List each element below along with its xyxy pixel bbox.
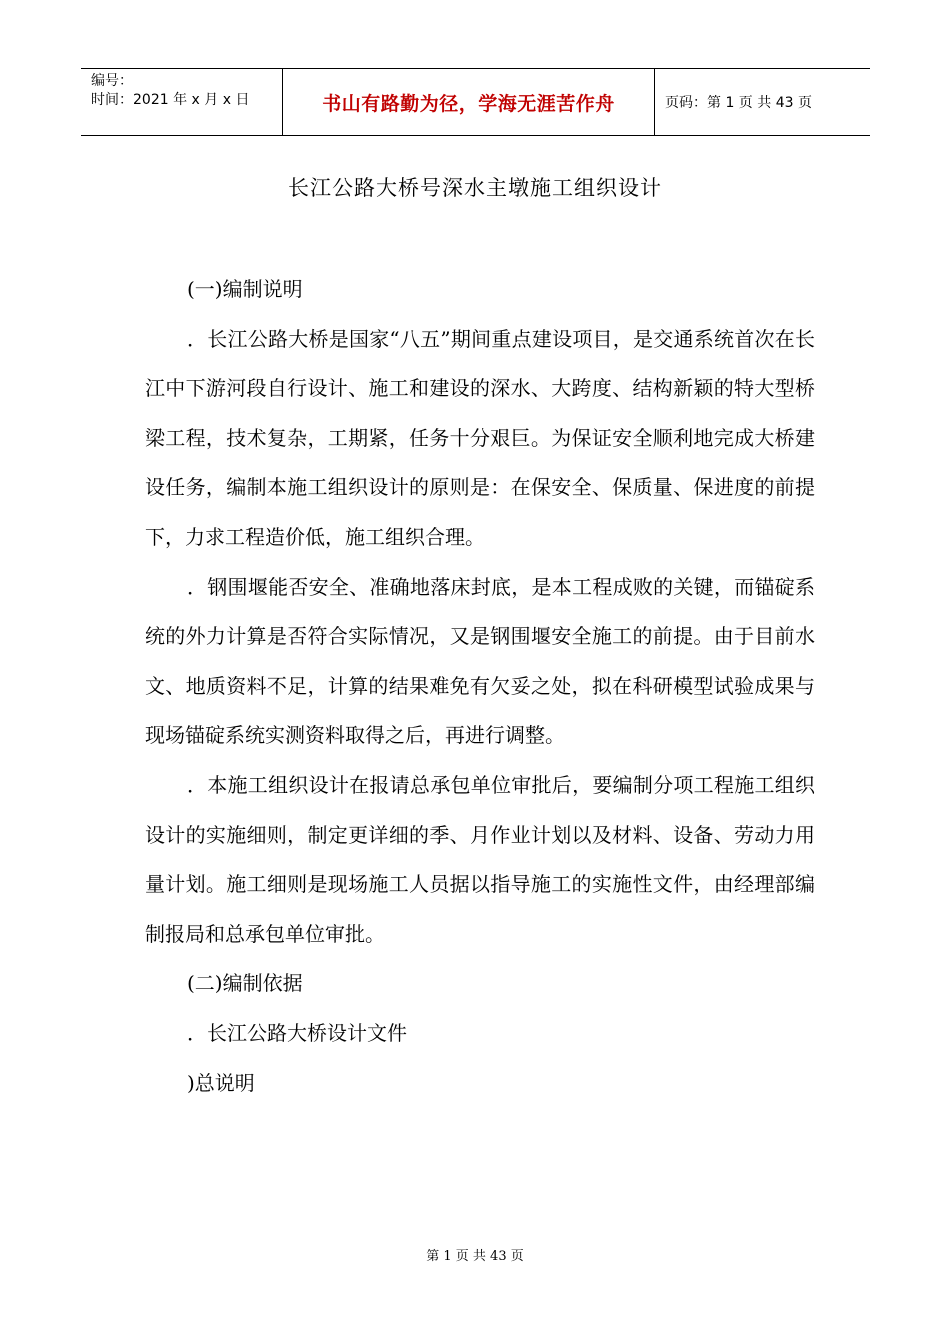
document-body	[145, 265, 815, 1108]
page-info: 页码：第 1 页 共 43 页	[665, 95, 812, 111]
paragraph-4: ．长江公路大桥设计文件	[187, 1020, 407, 1045]
document-header	[81, 68, 870, 136]
page-footer: 第 1 页 共 43 页	[426, 1249, 524, 1264]
paragraph-3: ．本施工组织设计在报请总承包单位审批后，要编制分项工程施工组织设计的实施细则，制定更详细的季、月作业计划以及材料、设备、劳动力用量计划。施工细则是现场施工人员据以指导施工的实施性文件，由经理部编制报局和总承包单位审批。	[145, 772, 815, 946]
motto-text: 书山有路勤为径，学海无涯苦作舟	[322, 92, 615, 115]
paragraph-2: ．钢围堰能否安全、准确地落床封底，是本工程成败的关键，而锚碇系统的外力计算是否符合实际情况，又是钢围堰安全施工的前提。由于目前水文、地质资料不足，计算的结果难免有欠妥之处，拟在科研模型试验成果与现场锚碇系统实测资料取得之后，再进行调整。	[145, 574, 815, 748]
section-heading-1: (一)编制说明	[187, 277, 303, 301]
header-motto-cell	[282, 69, 655, 135]
document-title: 长江公路大桥号深水主墩施工组织设计	[288, 176, 662, 200]
paragraph-5: )总说明	[187, 1070, 255, 1095]
paragraph-1: ．长江公路大桥是国家“八五”期间重点建设项目，是交通系统首次在长江中下游河段自行设计、施工和建设的深水、大跨度、结构新颖的特大型桥梁工程，技术复杂，工期紧，任务十分艰巨。为保证安全顺利地完成大桥建设任务，编制本施工组织设计的原则是：在保安全、保质量、保进度的前提下，力求工程造价低，施工组织合理。	[145, 326, 815, 549]
section-heading-2: (二)编制依据	[187, 971, 303, 996]
header-meta-cell	[81, 69, 282, 135]
time-label: 时间：2021 年 x 月 x 日	[91, 92, 250, 108]
header-page-cell	[655, 69, 870, 135]
number-label: 编号：	[91, 73, 133, 89]
